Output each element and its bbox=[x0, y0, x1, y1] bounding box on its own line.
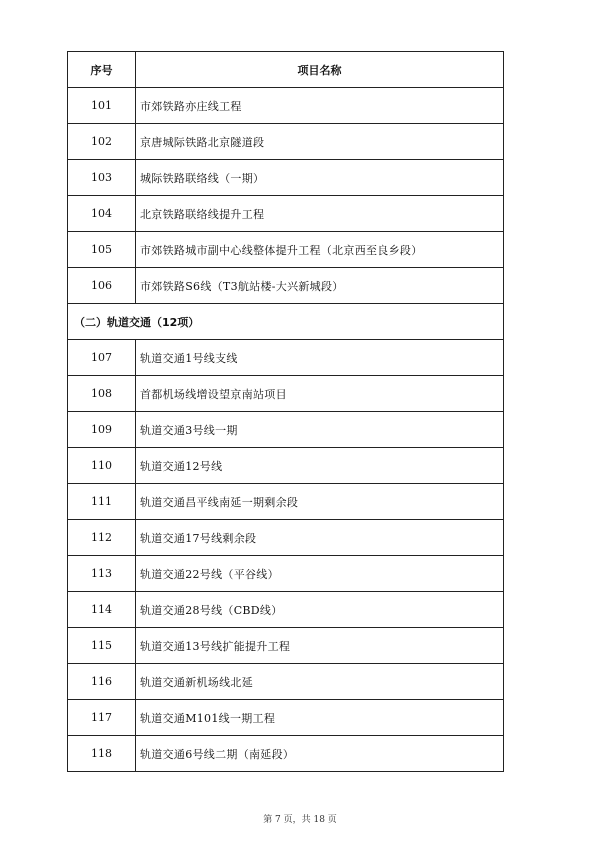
table-row bbox=[68, 268, 504, 304]
header-project-name: 项目名称 bbox=[136, 52, 504, 88]
section-header-row bbox=[68, 304, 504, 340]
serial-number-cell: 110 bbox=[68, 448, 136, 484]
section-title: （二）轨道交通（12项） bbox=[68, 304, 504, 340]
table-row bbox=[68, 664, 504, 700]
table-row bbox=[68, 196, 504, 232]
table-row bbox=[68, 484, 504, 520]
project-name-cell: 市郊铁路城市副中心线整体提升工程（北京西至良乡段） bbox=[136, 232, 504, 268]
project-name-cell: 轨道交通昌平线南延一期剩余段 bbox=[136, 484, 504, 520]
page-footer: 第 7 页，共 18 页 bbox=[263, 815, 337, 825]
table-row bbox=[68, 376, 504, 412]
table-row bbox=[68, 592, 504, 628]
serial-number-cell: 113 bbox=[68, 556, 136, 592]
project-name-cell: 轨道交通1号线支线 bbox=[136, 340, 504, 376]
serial-number-cell: 115 bbox=[68, 628, 136, 664]
serial-number-cell: 109 bbox=[68, 412, 136, 448]
table-row bbox=[68, 628, 504, 664]
project-name-cell: 轨道交通6号线二期（南延段） bbox=[136, 736, 504, 772]
serial-number-cell: 108 bbox=[68, 376, 136, 412]
table-row bbox=[68, 412, 504, 448]
serial-number-cell: 105 bbox=[68, 232, 136, 268]
table-row bbox=[68, 448, 504, 484]
table-row bbox=[68, 520, 504, 556]
project-name-cell: 轨道交通M101线一期工程 bbox=[136, 700, 504, 736]
project-name-cell: 轨道交通新机场线北延 bbox=[136, 664, 504, 700]
serial-number-cell: 116 bbox=[68, 664, 136, 700]
serial-number-cell: 117 bbox=[68, 700, 136, 736]
table-row bbox=[68, 556, 504, 592]
table-header-row bbox=[68, 52, 504, 88]
table-row bbox=[68, 160, 504, 196]
table-body bbox=[68, 88, 504, 772]
project-name-cell: 市郊铁路亦庄线工程 bbox=[136, 88, 504, 124]
project-name-cell: 京唐城际铁路北京隧道段 bbox=[136, 124, 504, 160]
project-table-container bbox=[67, 51, 503, 772]
table-row bbox=[68, 736, 504, 772]
serial-number-cell: 107 bbox=[68, 340, 136, 376]
project-name-cell: 轨道交通13号线扩能提升工程 bbox=[136, 628, 504, 664]
project-name-cell: 轨道交通22号线（平谷线） bbox=[136, 556, 504, 592]
project-name-cell: 城际铁路联络线（一期） bbox=[136, 160, 504, 196]
serial-number-cell: 101 bbox=[68, 88, 136, 124]
serial-number-cell: 111 bbox=[68, 484, 136, 520]
header-serial-number: 序号 bbox=[68, 52, 136, 88]
serial-number-cell: 114 bbox=[68, 592, 136, 628]
serial-number-cell: 106 bbox=[68, 268, 136, 304]
table-row bbox=[68, 700, 504, 736]
serial-number-cell: 112 bbox=[68, 520, 136, 556]
table-row bbox=[68, 340, 504, 376]
project-name-cell: 轨道交通28号线（CBD线） bbox=[136, 592, 504, 628]
project-name-cell: 北京铁路联络线提升工程 bbox=[136, 196, 504, 232]
serial-number-cell: 103 bbox=[68, 160, 136, 196]
serial-number-cell: 104 bbox=[68, 196, 136, 232]
serial-number-cell: 118 bbox=[68, 736, 136, 772]
table-row bbox=[68, 124, 504, 160]
project-name-cell: 轨道交通12号线 bbox=[136, 448, 504, 484]
table-row bbox=[68, 88, 504, 124]
project-name-cell: 轨道交通3号线一期 bbox=[136, 412, 504, 448]
table-row bbox=[68, 232, 504, 268]
serial-number-cell: 102 bbox=[68, 124, 136, 160]
project-table bbox=[67, 51, 504, 772]
project-name-cell: 市郊铁路S6线（T3航站楼-大兴新城段） bbox=[136, 268, 504, 304]
project-name-cell: 轨道交通17号线剩余段 bbox=[136, 520, 504, 556]
project-name-cell: 首都机场线增设望京南站项目 bbox=[136, 376, 504, 412]
